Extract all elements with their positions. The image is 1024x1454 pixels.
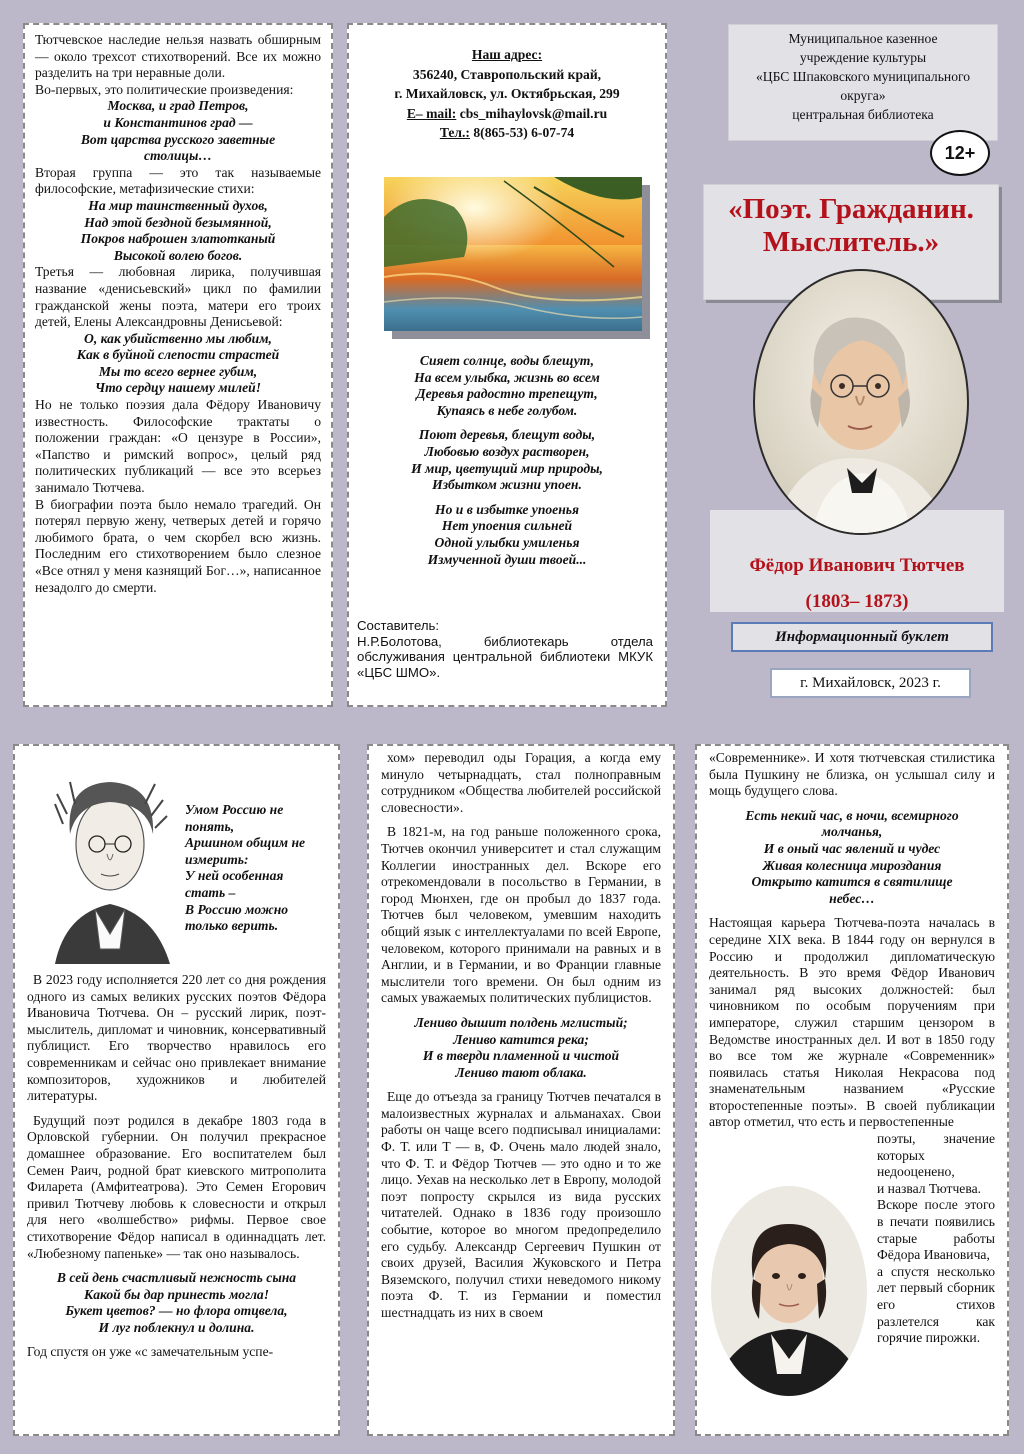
young-tyutchev-portrait [709,1184,869,1399]
address-line: г. Михайловск, ул. Октябрьская, 299 [394,86,620,101]
poem-line: Одной улыбки умиленья [434,534,580,550]
poem-line: Лениво тают облака. [455,1064,587,1080]
panel-address [347,23,667,707]
poem-line: Деревья радостно трепещут, [416,386,598,402]
poem-line: Но и в избытке упоенья [435,501,579,517]
email-label: E– mail: [406,105,457,121]
poem-line: Вот царства русского заветные [80,131,276,147]
poem-line: Над этой бездной безымянной, [84,214,272,230]
poem-line: У ней особенная [185,868,284,884]
biography-text [381,750,661,1322]
poem-line: Любовью воздух растворен, [424,443,590,459]
poem-line: Букет цветов? — но флора отцвела, [65,1303,288,1319]
poem-line: И в тверди пламенной и чистой [422,1048,620,1064]
poem-line: В Россию можно [185,901,289,917]
wrapped-line: а спустя несколько лет первый сборник его стихов разлетелся как горячие пирожки. [877,1263,995,1346]
wrapped-line: недооценено, [877,1164,955,1180]
nature-poem [361,353,653,568]
paragraph: Вторая группа — это так называемые философские, метафизические стихи: [35,164,321,197]
poem-line: молчанья, [821,824,883,840]
panel-heritage [23,23,333,707]
stanza [361,502,653,568]
paragraph: Настоящая карьера Тютчева-поэта началась в середине XIX века. В 1844 году он вернулся в Россию и продолжил дипломатическую деятельность. В это время Фёдор Иванович занимал ряд высоких должностей: был чиновником по особым поручениям при императоре, служил старшим цензором в Ведомстве иностранных дел. И вот в 1850 году во все том же журнале «Современник» появилась статья Николая Некрасова под знаменательным названием «Русские второстепенные поэты». В своей публикации автор отметил, что есть и первостепенные [709,915,995,1130]
heritage-text [35,32,321,596]
birthday-poem [27,1270,326,1336]
poem-line: Избытком жизни упоен. [432,477,582,493]
organization-line: учреждение культуры [799,50,927,65]
poem-line: Высокой волею богов. [113,247,243,263]
paragraph: Но не только поэзия дала Фёдору Ивановичу известность. Философские трактаты о положении граждан: «О цензуре в России», «Папство и римский вопрос», целый ряд политических публикаций — все это всерьез занимало Тютчева. [35,397,321,496]
wrapped-line: Вскоре после этого в печати появились старые работы Фёдора Ивановича, [877,1197,995,1263]
city-year: г. Михайловск, 2023 г. [770,668,971,698]
poem-line: Открыто катится в святилище [751,874,953,890]
email[interactable]: cbs_mihaylovsk@mail.ru [456,105,608,121]
phone-label: Тел.: [439,125,470,140]
poet-years: (1803– 1873) [805,591,909,612]
poem-line: измерить: [185,851,249,867]
poem-line: Лениво катится река; [453,1031,589,1047]
paragraph: Тютчевское наследие нельзя назвать обширным — около трехсот стихотворений. Все их можно разделить на три неравные доли. [35,32,321,81]
poem-line: Какой бы дар принесть могла! [83,1286,270,1302]
poem-line: Поют деревья, блещут воды, [418,427,596,443]
poem-line: стать – [185,884,236,900]
poem-line: Живая колесница мироздания [762,857,942,873]
poet-name: Фёдор Иванович Тютчев [749,555,965,576]
wrapped-text [877,1131,995,1347]
address-title: Наш адрес: [471,47,543,62]
stanza [361,427,653,493]
paragraph: Год спустя он уже «с замечательным успе- [27,1344,274,1360]
wrapped-line: поэты, значение которых [877,1131,995,1163]
address-block [361,45,653,143]
poem-line: О, как убийственно мы любим, [84,330,272,346]
paragraph: Будущий поэт родился в декабре 1803 года в Орловской губернии. Он получил прекрасное домашнее образование. Его воспитателем был Семен Раич, родной брат киевского митрополита Филарета (Амфитеатрова). Это Семен Егорович привил Тютчеву любовь к словесности и открыл для него «волшебство» рифмы. Первое свое стихотворение Фёдор написал в одиннадцать лет. «Любезному папеньке» — так оно называлось. [27,1112,326,1261]
phone: 8(865-53) 6-07-74 [469,125,575,140]
poem-line: И в оный час явлений и чудес [763,840,941,856]
poem-line: На всем улыбка, жизнь во всем [414,369,600,385]
paragraph: Во-первых, это политические произведения: [35,81,294,97]
poem-line: Купаясь в небе голубом. [436,402,578,418]
paragraph: «Современнике». И хотя тютчевская стилистика была Пушкину не близка, он услышал силу и мощь будущего слова. [709,750,995,799]
wrapped-line: и назвал Тютчева. [877,1180,982,1196]
poem-line: Измученной души твоей... [427,551,587,567]
poem-line: Аршином общим не [185,835,306,851]
organization-line: «ЦБС Шпаковского муниципального [755,69,971,84]
paragraph: Третья — любовная лирика, получившая название «денисьевский» цикл по фамилии гражданской жены поэта, матери его троих детей, Елены Александровны Денисьевой: [35,264,321,330]
poem-line: и Константинов град — [103,114,253,130]
poem-line: столицы… [143,148,212,164]
poem-line: Москва, и град Петров, [107,98,249,114]
title-line: Мыслитель.» [762,226,940,258]
organization-line: центральная библиотека [792,107,934,122]
poem-line: небес… [829,890,875,906]
paragraph: В 1821-м, на год раньше положенного срока, Тютчев окончил университет и стал служащим Коллегии иностранных дел. Вскоре его отрекомендовали в посольство в Германии, в город Мюнхен, где он пробыл до 1837 года. Тютчев был человеком, умевшим находить общий язык с интеллектуалами по всей Европе, человеком, которого принимали на равных и в Англии, и в Германии, и во Франции главные мыслители того времени. Он был одним из самых уважаемых политических публицистов. [381,824,661,1006]
panel-biography-end [695,744,1009,1436]
organization-line: Муниципальное казенное [788,31,938,46]
organization-line: округа» [840,88,886,103]
paragraph: В биографии поэта было немало трагедий. Он потерял первую жену, четверых детей и горячо любимого брата, о чем скорбел всю жизнь. Последним его стихотворением было слезное «Все отнял у меня казнящий Бог…», написанное незадолго до смерти. [35,496,321,595]
poem-line: Покров наброшен златотканый [80,231,276,247]
lake-sunset-image [384,177,642,331]
poem-line: Лениво дышит полдень мглистый; [414,1014,628,1030]
organization-box [728,24,998,141]
poem-line: Мы то всего вернее губим, [98,363,258,379]
paragraph: В 2023 году исполняется 220 лет со дня рождения одного из самых великих русских поэтов Фёдора Ивановича Тютчева. Он – русский лирик, поэт-мыслитель, дипломат и чиновник, консервативный публицист. Его творчество нравилось его современникам и сейчас оно привлекает внимание композиторов, художников и любителей литературы. [27,972,326,1104]
paragraph: Еще до отъезда за границу Тютчев печатался в малоизвестных журналах и альманахах. Свои работы он чаще всего подписывал инициалами: Ф. Т. или Т — в, Ф. Очень мало людей знало, что Ф. Т. и Фёдор Тютчев — это одно и то же лицо. Уехав на несколько лет в Европу, молодой поэт попросту скрылся из вида русских читателей. Однако в 1836 году произошло событие, которое во многом предопределило его судьбу. Александр Сергеевич Пушкин от своих друзей, Василия Жуковского и Петра Вяземского, получил стихи неведомого никому поэта Ф. Т. из Германии и поместил шестнадцать из них в своем [381,1089,661,1320]
poem-line: Сияет солнце, воды блещут, [419,353,595,368]
credits-label: Составитель: [357,618,440,633]
poem-line: Нет упоения сильней [441,518,573,534]
stanza [361,353,653,419]
poem-line: Есть некий час, в ночи, всемирного [745,807,959,823]
russia-quote [185,802,335,935]
tyutchev-portrait [752,268,970,536]
booklet-type: Информационный буклет [731,622,993,652]
poem-line: Что сердцу нашему милей! [94,380,261,396]
poem-line: На мир таинственный духов, [88,197,268,213]
poem-line: В сей день счастливый нежность сына [56,1270,297,1286]
title-line: «Поэт. Гражданин. [728,193,974,225]
credits-text: Н.Р.Болотова, библиотекарь отдела обслуживания центральной библиотеки МКУК «ЦБС ШМО». [357,633,653,680]
biography-text [27,972,326,1361]
noon-poem [381,1015,661,1081]
credits [357,618,653,680]
poem-line: только верить. [185,918,279,934]
panel-biography-middle [367,744,675,1436]
poem-line: Умом Россию не [185,802,284,817]
panel-biography-start [13,744,340,1436]
poem-line: Как в буйной слепости страстей [76,347,280,363]
address-line: 356240, Ставропольский край, [412,66,602,82]
poem-line: И мир, цветущий мир природы, [411,460,603,476]
poem-line: понять, [185,818,235,834]
tyutchev-sketch-portrait [35,764,185,964]
poem-line: И луг поблекнул и долина. [98,1319,255,1335]
paragraph: хом» переводил оды Горация, а когда ему минуло четырнадцать, стал полноправным сотрудником «Общества любителей российской словесности». [381,750,661,815]
universe-poem [709,808,995,908]
age-rating-badge: 12+ [930,130,990,176]
